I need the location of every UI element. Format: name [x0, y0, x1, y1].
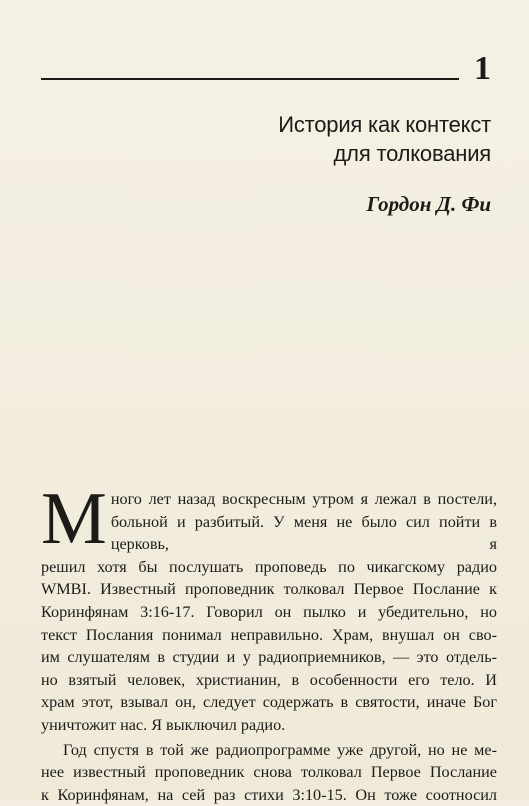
text-line: WMBI. Известный проповедник толковал Первое Послание к [41, 580, 497, 599]
text-line: но взятый человек, христианин, в особенности его тело. И [41, 670, 497, 689]
text-line: ного лет назад воскресным утром я лежал в постели, [110, 490, 497, 508]
text-line: решил хотя бы послушать проповедь по чикагскому радио [41, 557, 497, 576]
text-line: Год спустя в той же радиопрограмме уже другой, но не ме- [63, 740, 497, 759]
paragraph-1 [41, 478, 497, 737]
text-line: текст Послания понимал неправильно. Храм, внушал он сво- [41, 625, 497, 644]
text-line: им слушателям в студии и у радиоприемников, — это отдель- [41, 648, 497, 667]
text-line: Коринфянам 3:16-17. Говорил он пылко и убедительно, но [41, 602, 497, 621]
paragraph-2 [41, 739, 497, 806]
drop-cap: М [41, 478, 107, 560]
chapter-number: 1 [474, 50, 491, 87]
text-line: уничтожит нас. Я выключил радио. [41, 715, 286, 734]
chapter-title-line-1: История как контекст [278, 112, 491, 137]
author-name: Гордон Д. Фи [366, 192, 491, 216]
body-text [41, 478, 497, 806]
text-line: храм этот, взывал он, следует содержать в святости, иначе Бог [41, 693, 497, 712]
text-line: нее известный проповедник снова толковал Первое Послание [41, 763, 497, 782]
chapter-title [71, 110, 491, 168]
text-line: к Коринфянам, на сей раз стихи 3:10-15. Он тоже соотносил [41, 785, 497, 804]
chapter-title-line-2: для толкования [333, 141, 491, 166]
text-line: больной и разбитый. У меня не было сил пойти в церковь, я [110, 512, 497, 554]
chapter-rule [41, 78, 459, 80]
